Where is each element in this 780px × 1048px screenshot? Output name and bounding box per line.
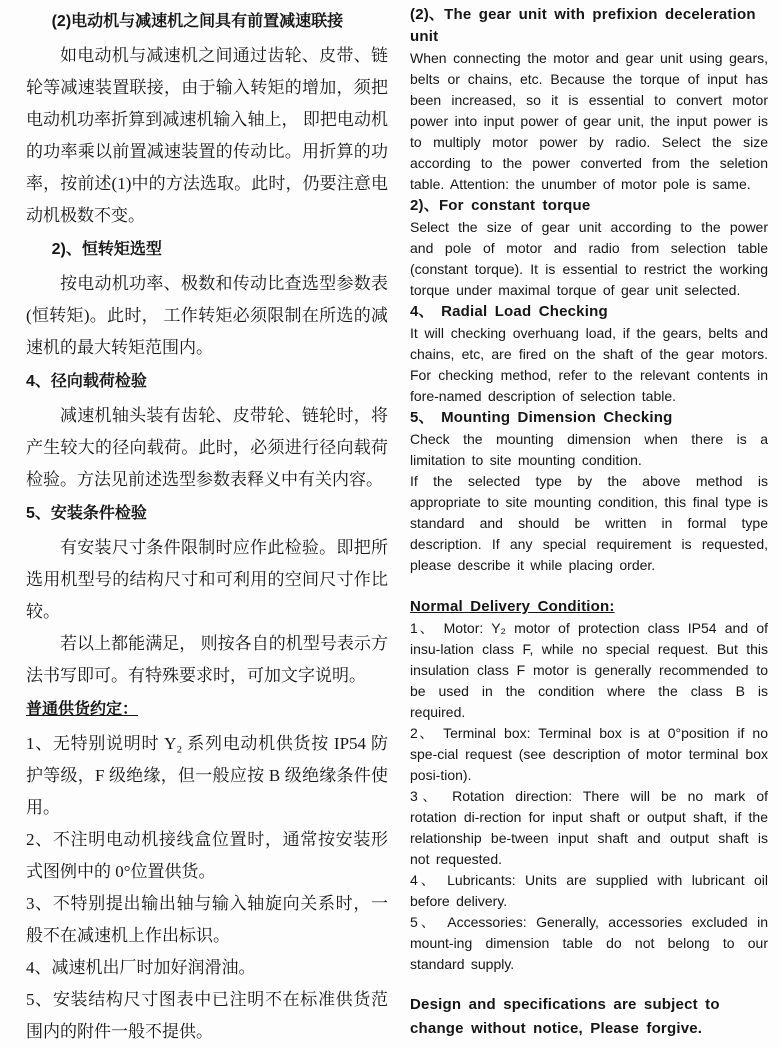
right-heading-4: 4、 Radial Load Checking (410, 303, 608, 320)
right-paragraph-13: 4、 Lubricants: Units are supplied with lubricant oil before delivery. (410, 872, 768, 909)
left-paragraph-10: 1、无特别说明时 Y₂ 系列电动机供货按 IP54 防护等级，F 级绝缘，但一般应按 B 级绝缘条件使用。 (26, 734, 388, 817)
right-heading-2: 2)、For constant torque (410, 197, 591, 214)
left-paragraph-13: 4、减速机出厂时加好润滑油。 (26, 958, 256, 977)
right-paragraph-3: Select the size of gear unit according to the power and pole of motor and radio from selection table (constant torque). It is essential to restrict the working torque under maximal torque of gear unit selected. (410, 219, 768, 298)
right-paragraph-12: 3、 Rotation direction: There will be no mark of rotation di-rection for input shaft or output shaft, if the relationship be-tween input shaft and output shaft is not requested. (410, 788, 768, 867)
left-paragraph-12: 3、不特别提出输出轴与输入轴旋向关系时，一般不在减速机上作出标识。 (26, 894, 388, 945)
left-paragraph-11: 2、不注明电动机接线盒位置时，通常按安装形式图例中的 0°位置供货。 (26, 830, 388, 881)
english-column (394, 4, 780, 1037)
left-heading-9: 普通供货约定： (26, 701, 139, 718)
right-paragraph-7: Check the mounting dimension when there is a limitation to site mounting condition. (410, 431, 768, 468)
chinese-column (0, 4, 394, 1041)
left-heading-0: (2)电动机与减速机之间具有前置减速联接 (51, 13, 344, 30)
left-paragraph-1: 如电动机与减速机之间通过齿轮、皮带、链轮等减速装置联接，由于输入转矩的增加，须把电动机功率折算到减速机输入轴上， 即把电动机的功率乘以前置减速装置的传动比。用折算的功率，按前述(1)中的方法选取。此时，仍要注意电动机极数不变。 (26, 46, 388, 225)
right-paragraph-1: When connecting the motor and gear unit using gears, belts or chains, etc. Because the torque of input has been increased, so it is essential to convert motor power into input power of gear unit, the input power is to multiply motor power by radio. Select the size according to the power converted from the seletion table. Attention: the unumber of motor pole is same. (410, 50, 768, 192)
left-heading-6: 5、安装条件检验 (26, 505, 147, 522)
right-paragraph-11: 2、 Terminal box: Terminal box is at 0°position if no spe-cial request (see description of motor terminal box posi-tion). (410, 725, 768, 783)
left-paragraph-3: 按电动机功率、极数和传动比查选型参数表(恒转矩)。此时， 工作转矩必须限制在所选的减速机的最大转矩范围内。 (26, 274, 388, 357)
left-heading-4: 4、径向载荷检验 (26, 373, 147, 390)
right-heading-6: 5、 Mounting Dimension Checking (410, 409, 673, 426)
right-heading-0: (2)、The gear unit with prefixion deceleration unit (410, 6, 756, 45)
left-paragraph-5: 减速机轴头装有齿轮、皮带轮、链轮时，将产生较大的径向载荷。此时，必须进行径向载荷检验。方法见前述选型参数表释义中有关内容。 (26, 406, 388, 489)
right-heading-9: Normal Delivery Condition: (410, 598, 615, 615)
left-heading-2: 2)、恒转矩选型 (51, 241, 162, 258)
left-paragraph-8: 若以上都能满足， 则按各自的机型号表示方法书写即可。有特殊要求时，可加文字说明。 (26, 634, 388, 685)
right-paragraph-10: 1、 Motor: Y₂ motor of protection class IP54 and of insu-lation class F, while no special request. But this insulation class F motor is generally recommended to be used in the condition where the class B is required. (410, 620, 768, 720)
left-paragraph-14: 5、安装结构尺寸图表中已注明不在标准供货范围内的附件一般不提供。 (26, 990, 388, 1041)
right-paragraph-5: It will checking overhuang load, if the gears, belts and chains, etc, are fired on the shaft of the gear motors. For checking method, refer to the relevant contents in fore-named description of selection table. (410, 325, 768, 404)
right-paragraph-8: If the selected type by the above method is appropriate to site mounting condition, this final type is standard and should be written in formal type description. If any special requirement is requested, please describe it while placing order. (410, 473, 768, 573)
right-paragraph-14: 5、 Accessories: Generally, accessories excluded in mount-ing dimension table do not belong to our standard supply. (410, 914, 768, 972)
left-paragraph-7: 有安装尺寸条件限制时应作此检验。即把所选用机型号的结构尺寸和可利用的空间尺寸作比较。 (26, 538, 388, 621)
right-heading-15: Design and specifications are subject to change without notice, Please forgive. (410, 996, 720, 1037)
